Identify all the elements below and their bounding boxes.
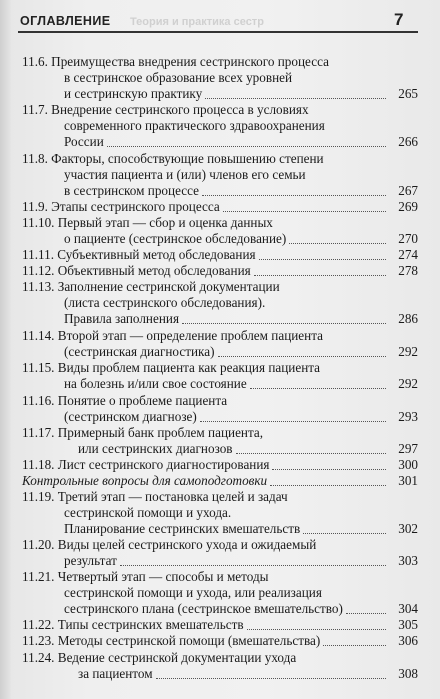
toc-entry-line: 11.7. Внедрение сестринского процесса в условиях	[22, 102, 309, 117]
toc-entry-line: 11.10. Первый этап — сбор и оценка данных	[22, 215, 273, 230]
toc-page-number: 303	[398, 553, 418, 568]
toc-entry-line: и сестринскую практику	[64, 86, 203, 101]
toc-entry-line: 11.17. Примерный банк проблем пациента,	[22, 425, 264, 440]
toc-page-number: 274	[398, 247, 418, 262]
leader-dots	[323, 645, 386, 646]
leader-dots	[247, 629, 386, 630]
toc-entry-line: сестринского плана (сестринское вмешательство)	[64, 601, 343, 616]
toc-page-number: 278	[398, 263, 418, 278]
toc-entry-line: за пациентом	[78, 666, 153, 681]
bleed-through-text: Теория и практика сестр	[130, 16, 264, 28]
toc-entry-line: современного практического здравоохранения	[64, 118, 325, 133]
toc-page-number: 267	[398, 183, 418, 198]
leader-dots	[120, 565, 386, 566]
toc-entry-line: 11.18. Лист сестринского диагностирования	[22, 457, 270, 472]
toc-page-number: 304	[398, 601, 418, 616]
toc-entry-line: Правила заполнения	[64, 311, 180, 326]
leader-dots	[156, 678, 386, 679]
toc-entry-line: 11.20. Виды целей сестринского ухода и ожидаемый	[22, 537, 317, 552]
leader-dots	[289, 243, 386, 244]
toc-entry-line: Контрольные вопросы для самоподготовки	[22, 473, 268, 488]
toc-page-number: 292	[398, 344, 418, 359]
toc-entry-line: (сестринская диагностика)	[64, 344, 215, 359]
toc-page-number: 297	[398, 441, 418, 456]
leader-dots	[259, 259, 386, 260]
toc-page-number: 300	[398, 457, 418, 472]
leader-dots	[200, 421, 386, 422]
toc-entry-line: 11.19. Третий этап — постановка целей и задач	[22, 489, 288, 504]
leader-dots	[223, 211, 386, 212]
toc-entry-line: 11.24. Ведение сестринской документации ухода	[22, 650, 297, 665]
leader-dots	[182, 323, 386, 324]
toc-entry-line: участия пациента и (или) членов его семьи	[64, 167, 306, 182]
toc-entry-line: 11.13. Заполнение сестринской документации	[22, 279, 280, 294]
running-title: ОГЛАВЛЕНИЕ	[20, 14, 111, 28]
toc-page-number: 301	[398, 473, 418, 488]
leader-dots	[202, 195, 386, 196]
toc-entry-line: (листа сестринского обследования).	[64, 295, 266, 310]
toc-entry-line: (сестринском диагнозе)	[64, 409, 197, 424]
toc-page-number: 286	[398, 311, 418, 326]
leader-dots	[250, 388, 386, 389]
toc-page-number: 269	[398, 199, 418, 214]
leader-dots	[254, 275, 386, 276]
toc-page-number: 305	[398, 617, 418, 632]
toc-page-number: 302	[398, 521, 418, 536]
toc-entry-line: в сестринское образование всех уровней	[64, 70, 293, 85]
leader-dots	[205, 98, 386, 99]
toc-page-number: 293	[398, 409, 418, 424]
toc-entry-line: сестринской помощи и ухода.	[64, 505, 232, 520]
toc-entry-line: 11.21. Четвертый этап — способы и методы	[22, 569, 269, 584]
leader-dots	[218, 356, 387, 357]
toc-entry-line: 11.8. Факторы, способствующие повышению степени	[22, 151, 324, 166]
toc-page-number: 308	[398, 666, 418, 681]
toc-entry-line: в сестринском процессе	[64, 183, 199, 198]
page-number: 7	[394, 10, 404, 29]
toc-entry-line: России	[64, 134, 104, 149]
toc-entry-line: 11.6. Преимущества внедрения сестринского процесса	[22, 54, 329, 69]
toc-entry-line: сестринской помощи и ухода, или реализация	[64, 585, 322, 600]
toc-entry-line: или сестринских диагнозов	[78, 441, 233, 456]
toc-entry-line: 11.23. Методы сестринской помощи (вмешательства)	[22, 633, 321, 648]
toc-entry-line: Планирование сестринских вмешательств	[64, 521, 301, 536]
leader-dots	[303, 533, 386, 534]
toc-entry-line: 11.15. Виды проблем пациента как реакция пациента	[22, 360, 321, 375]
toc-entry-line: 11.22. Типы сестринских вмешательств	[22, 617, 244, 632]
toc-entry-line: 11.14. Второй этап — определение проблем пациента	[22, 328, 323, 343]
leader-dots	[107, 146, 386, 147]
leader-dots	[346, 613, 386, 614]
toc-entry-line: 11.9. Этапы сестринского процесса	[22, 199, 220, 214]
toc-page-number: 266	[398, 134, 418, 149]
toc-page-number: 265	[398, 86, 418, 101]
toc-entry-line: на болезнь и/или свое состояние	[64, 376, 247, 391]
toc-entry-line: 11.16. Понятие о проблеме пациента	[22, 393, 228, 408]
toc-entry-line: о пациенте (сестринское обследование)	[64, 231, 287, 246]
toc-page-number: 306	[398, 633, 418, 648]
toc-entry-line: 11.12. Объективный метод обследования	[22, 263, 251, 278]
toc-entry-line: 11.11. Субъективный метод обследования	[22, 247, 256, 262]
toc-page-number: 292	[398, 376, 418, 391]
leader-dots	[270, 485, 386, 486]
leader-dots	[236, 453, 386, 454]
leader-dots	[272, 469, 386, 470]
toc-page-number: 270	[398, 231, 418, 246]
toc-entry-line: результат	[64, 553, 117, 568]
